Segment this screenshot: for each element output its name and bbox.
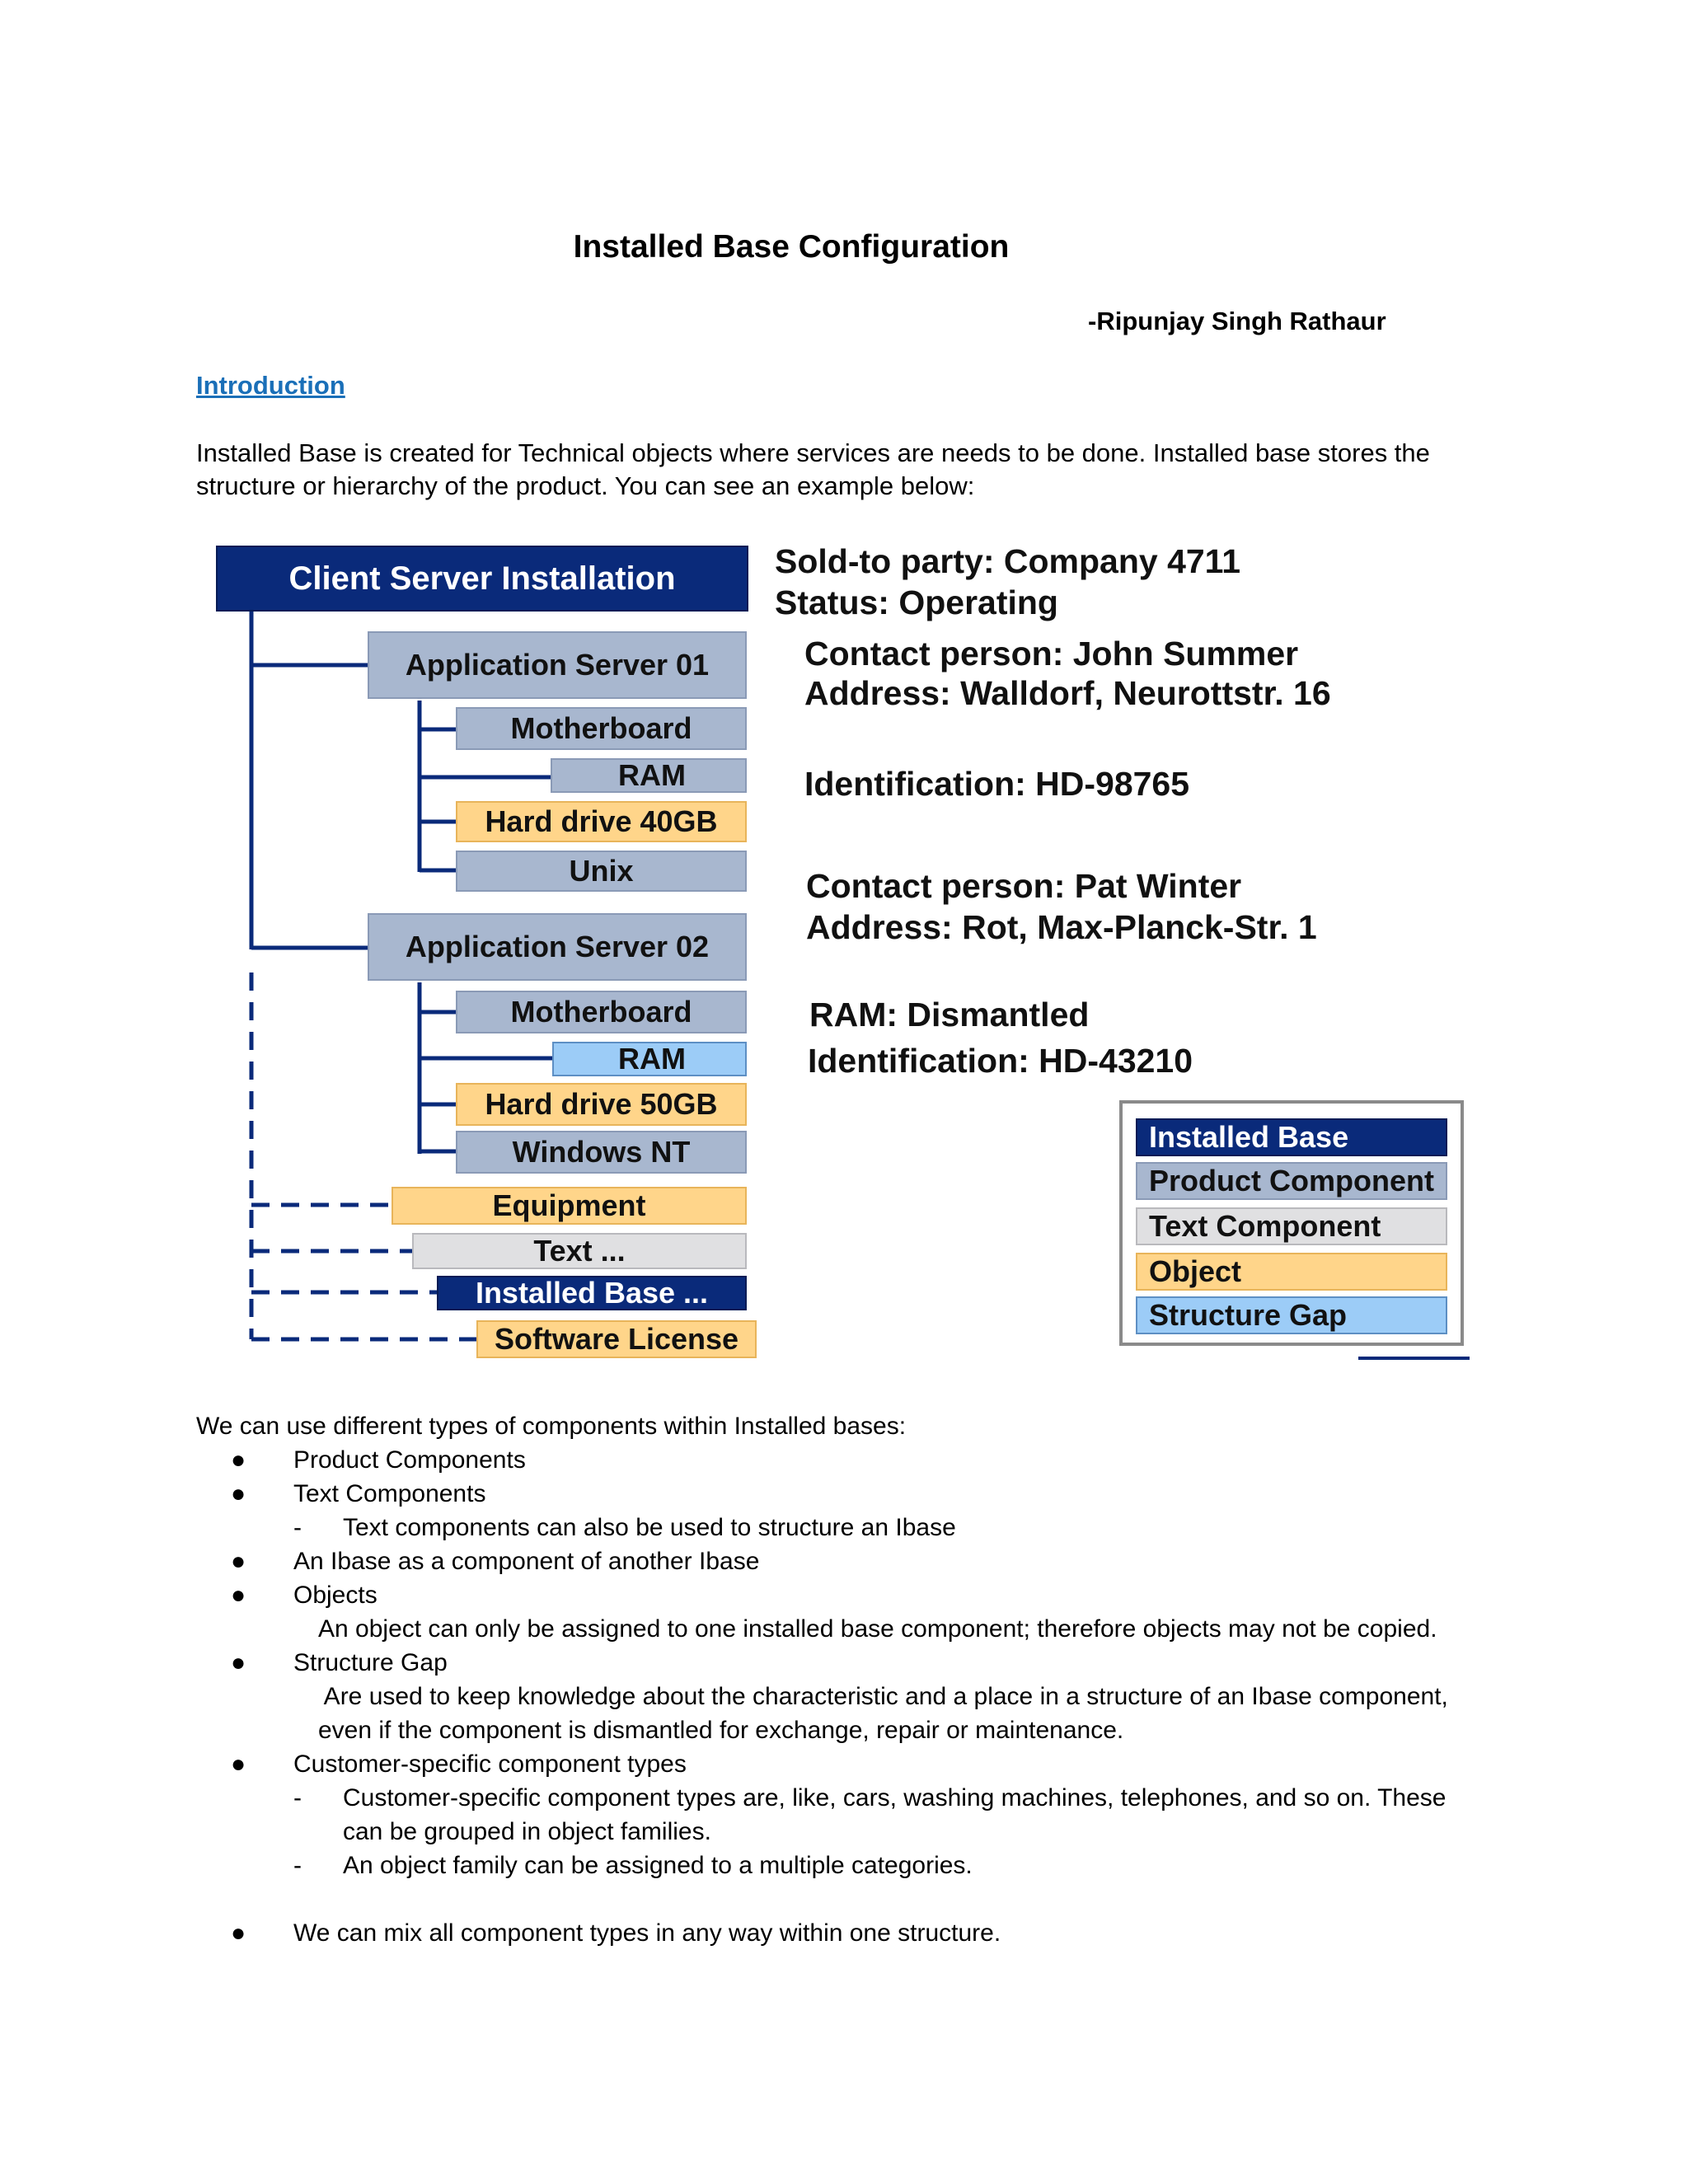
dash-icon: - xyxy=(293,1784,302,1811)
sub-item-text: An object family can be assigned to a multiple categories. xyxy=(343,1852,973,1879)
list-item xyxy=(196,1578,1515,1612)
legend-accent-line xyxy=(1358,1357,1470,1360)
equipment-box[interactable]: Equipment xyxy=(392,1187,747,1225)
root-client-server-installation[interactable]: Client Server Installation xyxy=(216,546,748,612)
server2-hard-drive[interactable]: Hard drive 50GB xyxy=(456,1083,747,1126)
application-server-02[interactable]: Application Server 02 xyxy=(368,913,747,981)
server2-ram-structure-gap[interactable]: RAM xyxy=(552,1042,747,1076)
bullet-icon: ● xyxy=(231,1750,246,1778)
item-note: An object can only be assigned to one installed base component; therefore objects may not be copied. xyxy=(318,1615,1437,1643)
legend-installed-base: Installed Base xyxy=(1136,1118,1447,1156)
legend-text-component: Text Component xyxy=(1136,1207,1447,1245)
legend-panel xyxy=(1119,1100,1464,1346)
legend-structure-gap: Structure Gap xyxy=(1136,1296,1447,1334)
list-item xyxy=(196,1477,1515,1511)
introduction-heading-link[interactable]: Introduction xyxy=(196,371,345,400)
list-item-text: Customer-specific component types xyxy=(293,1750,687,1778)
list-item-text: An Ibase as a component of another Ibase xyxy=(293,1548,760,1575)
software-license-box[interactable]: Software License xyxy=(476,1320,757,1358)
component-types-section xyxy=(196,1409,1515,1950)
legend-object: Object xyxy=(1136,1253,1447,1291)
list-item xyxy=(196,1443,1515,1477)
list-item-text: We can mix all component types in any way within one structure. xyxy=(293,1919,1001,1947)
list-item xyxy=(196,1646,1515,1680)
legend-product-component: Product Component xyxy=(1136,1162,1447,1200)
sub-item-continuation: can be grouped in object families. xyxy=(343,1818,711,1845)
item-note: Are used to keep knowledge about the characteristic and a place in a structure of an Ibase component, xyxy=(318,1683,1448,1710)
sub-item-text: Customer-specific component types are, like, cars, washing machines, telephones, and so on. These xyxy=(343,1784,1447,1811)
intro-line: Installed Base is created for Technical objects where services are needs to be done. Installed base stores the xyxy=(196,438,1430,467)
address-1-text: Address: Walldorf, Neurottstr. 16 xyxy=(804,674,1331,712)
list-item-text: Objects xyxy=(293,1582,377,1609)
bullet-icon: ● xyxy=(231,1919,246,1947)
sold-to-party-text: Sold-to party: Company 4711 xyxy=(775,542,1241,580)
application-server-01[interactable]: Application Server 01 xyxy=(368,631,747,699)
contact-person-2-text: Contact person: Pat Winter xyxy=(806,867,1242,905)
bullet-icon: ● xyxy=(231,1548,246,1575)
server1-motherboard[interactable]: Motherboard xyxy=(456,707,747,750)
list-item-text: Structure Gap xyxy=(293,1649,448,1676)
dash-icon: - xyxy=(293,1514,302,1541)
spacer xyxy=(196,1882,1515,1916)
document-title: Installed Base Configuration xyxy=(573,229,1010,265)
list-item xyxy=(196,1544,1515,1578)
server2-windows-nt[interactable]: Windows NT xyxy=(456,1131,747,1174)
bullet-icon: ● xyxy=(231,1582,246,1609)
text-component-box[interactable]: Text ... xyxy=(412,1233,747,1269)
bullet-icon: ● xyxy=(231,1446,246,1474)
list-item-text: Text Components xyxy=(293,1480,486,1507)
component-types-list xyxy=(196,1443,1515,1950)
server2-motherboard[interactable]: Motherboard xyxy=(456,991,747,1033)
installed-base-box[interactable]: Installed Base ... xyxy=(437,1276,747,1310)
contact-person-1-text: Contact person: John Summer xyxy=(804,635,1299,673)
sub-item xyxy=(196,1511,1515,1544)
server1-hard-drive[interactable]: Hard drive 40GB xyxy=(456,801,747,842)
section-intro: We can use different types of components within Installed bases: xyxy=(196,1413,907,1440)
sub-item-text: Text components can also be used to structure an Ibase xyxy=(343,1514,956,1541)
identification-1-text: Identification: HD-98765 xyxy=(804,765,1190,803)
item-note: even if the component is dismantled for exchange, repair or maintenance. xyxy=(318,1717,1124,1744)
intro-line: structure or hierarchy of the product. You can see an example below: xyxy=(196,471,975,500)
server1-unix[interactable]: Unix xyxy=(456,851,747,892)
document-author: -Ripunjay Singh Rathaur xyxy=(1088,307,1386,335)
status-text: Status: Operating xyxy=(775,583,1058,621)
dash-icon: - xyxy=(293,1852,302,1879)
bullet-icon: ● xyxy=(231,1480,246,1507)
sub-item xyxy=(196,1849,1515,1882)
bullet-icon: ● xyxy=(231,1649,246,1676)
identification-2-text: Identification: HD-43210 xyxy=(808,1042,1193,1080)
list-item-text: Product Components xyxy=(293,1446,526,1474)
introduction-paragraph xyxy=(196,437,1482,503)
list-item xyxy=(196,1916,1515,1950)
server1-ram[interactable]: RAM xyxy=(551,758,747,793)
ram-dismantled-text: RAM: Dismantled xyxy=(809,996,1090,1033)
list-item xyxy=(196,1747,1515,1781)
address-2-text: Address: Rot, Max-Planck-Str. 1 xyxy=(806,908,1317,946)
sub-item xyxy=(196,1781,1515,1815)
